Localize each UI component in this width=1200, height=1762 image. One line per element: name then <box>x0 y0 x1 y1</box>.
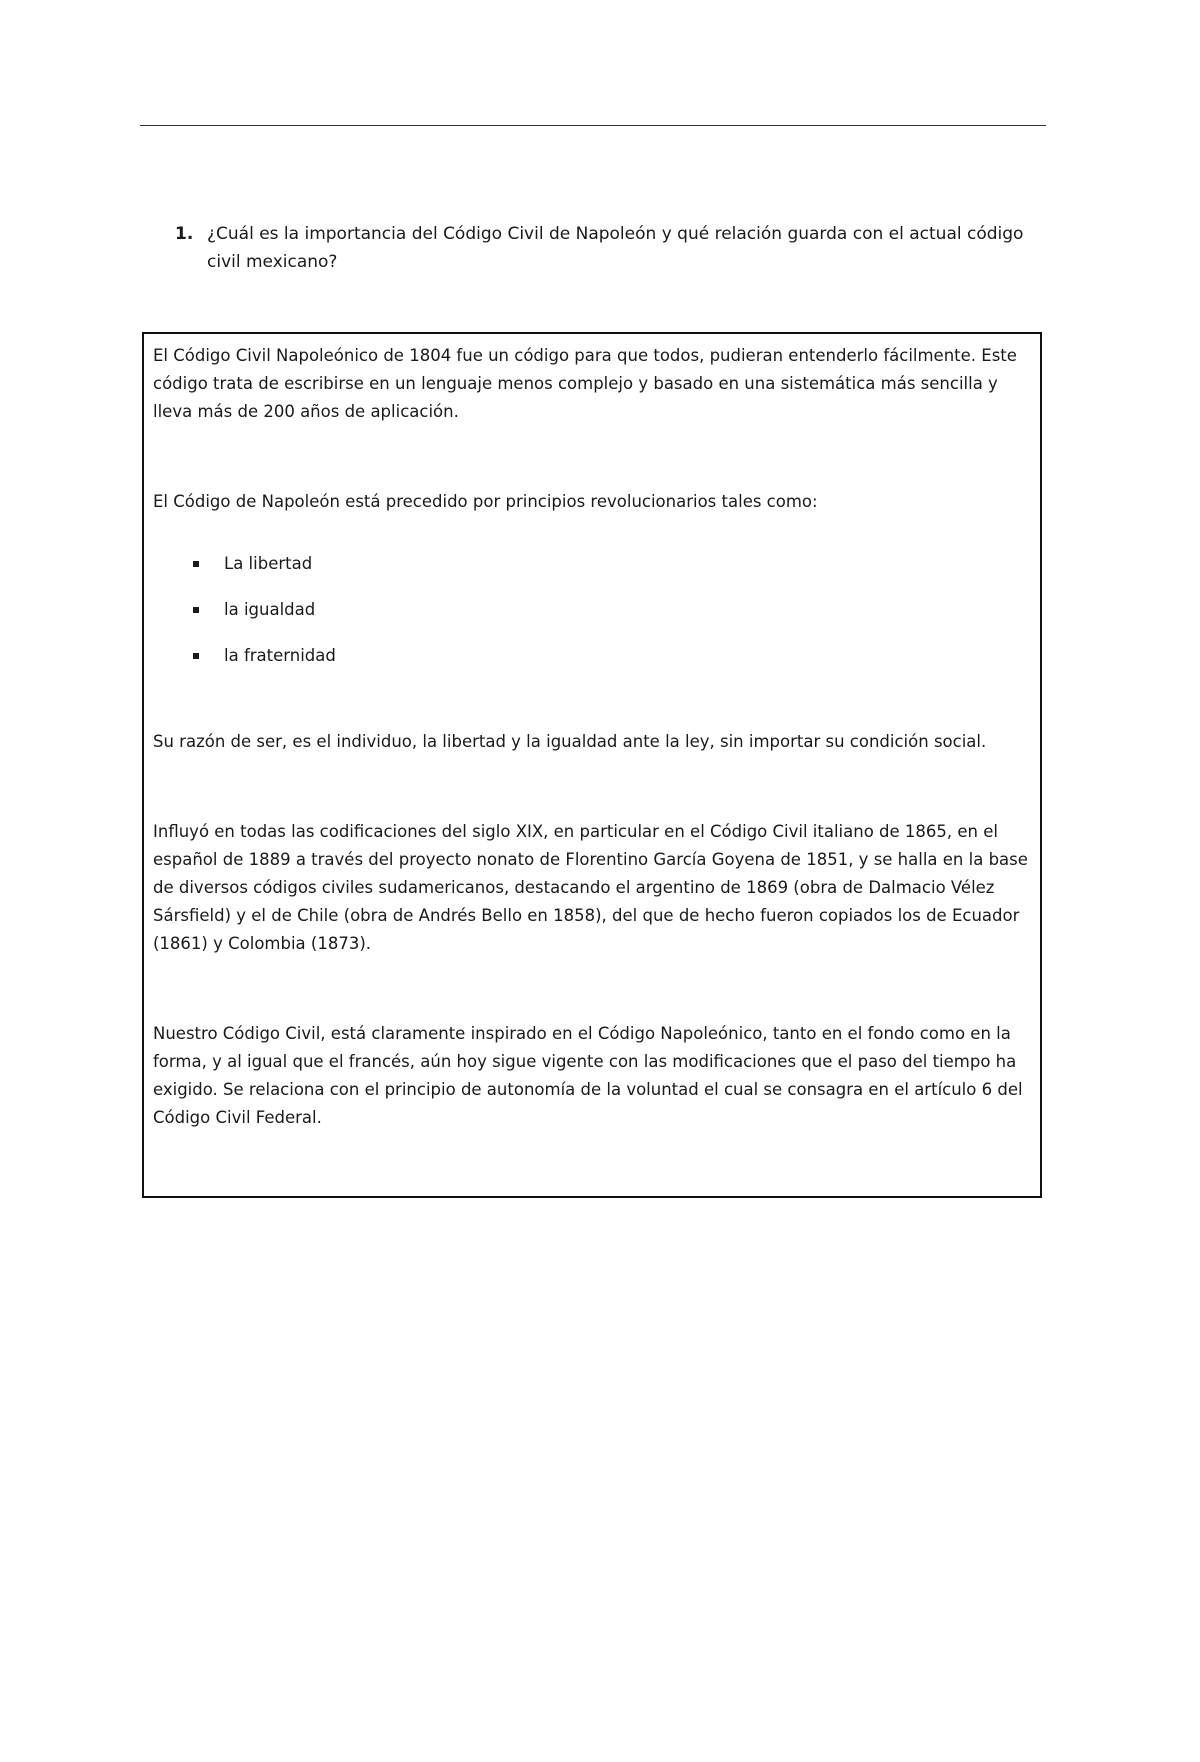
answer-paragraph-1: El Código Civil Napoleónico de 1804 fue un código para que todos, pudieran entenderlo fácilmente. Este código trata de escribirse en un lenguaje menos complejo y basado en una sistemática más sencilla y lleva más de 200 años de aplicación. <box>153 346 1017 421</box>
header-rule <box>140 125 1046 126</box>
list-item-label: la fraternidad <box>224 646 336 665</box>
answer-paragraph-2: El Código de Napoleón está precedido por principios revolucionarios tales como: <box>153 492 818 511</box>
principles-list <box>153 550 1030 670</box>
square-bullet-icon <box>193 561 199 567</box>
answer-paragraph-5: Nuestro Código Civil, está claramente inspirado en el Código Napoleónico, tanto en el fondo como en la forma, y al igual que el francés, aún hoy sigue vigente con las modificaciones que el paso del tiempo ha exigido. Se relaciona con el principio de autonomía de la voluntad el cual se consagra en el artículo 6 del Código Civil Federal. <box>153 1024 1023 1127</box>
question-text: ¿Cuál es la importancia del Código Civil de Napoleón y qué relación guarda con el actual código civil mexicano? <box>207 224 1024 272</box>
square-bullet-icon <box>193 607 199 613</box>
answer-paragraph-3: Su razón de ser, es el individuo, la libertad y la igualdad ante la ley, sin importar su condición social. <box>153 732 987 751</box>
list-item <box>193 550 1030 578</box>
answer-box <box>142 332 1042 1198</box>
list-item-label: la igualdad <box>224 600 316 619</box>
list-item <box>193 596 1030 624</box>
question-number: 1. <box>175 224 194 244</box>
list-item-label: La libertad <box>224 554 313 573</box>
square-bullet-icon <box>193 653 199 659</box>
answer-paragraph-4: Influyó en todas las codificaciones del siglo XIX, en particular en el Código Civil italiano de 1865, en el español de 1889 a través del proyecto nonato de Florentino García Goyena de 1851, y se halla en la base de diversos códigos civiles sudamericanos, destacando el argentino de 1869 (obra de Dalmacio Vélez Sársfield) y el de Chile (obra de Andrés Bello en 1858), del que de hecho fueron copiados los de Ecuador (1861) y Colombia (1873). <box>153 822 1028 953</box>
question <box>175 220 1025 276</box>
list-item <box>193 642 1030 670</box>
